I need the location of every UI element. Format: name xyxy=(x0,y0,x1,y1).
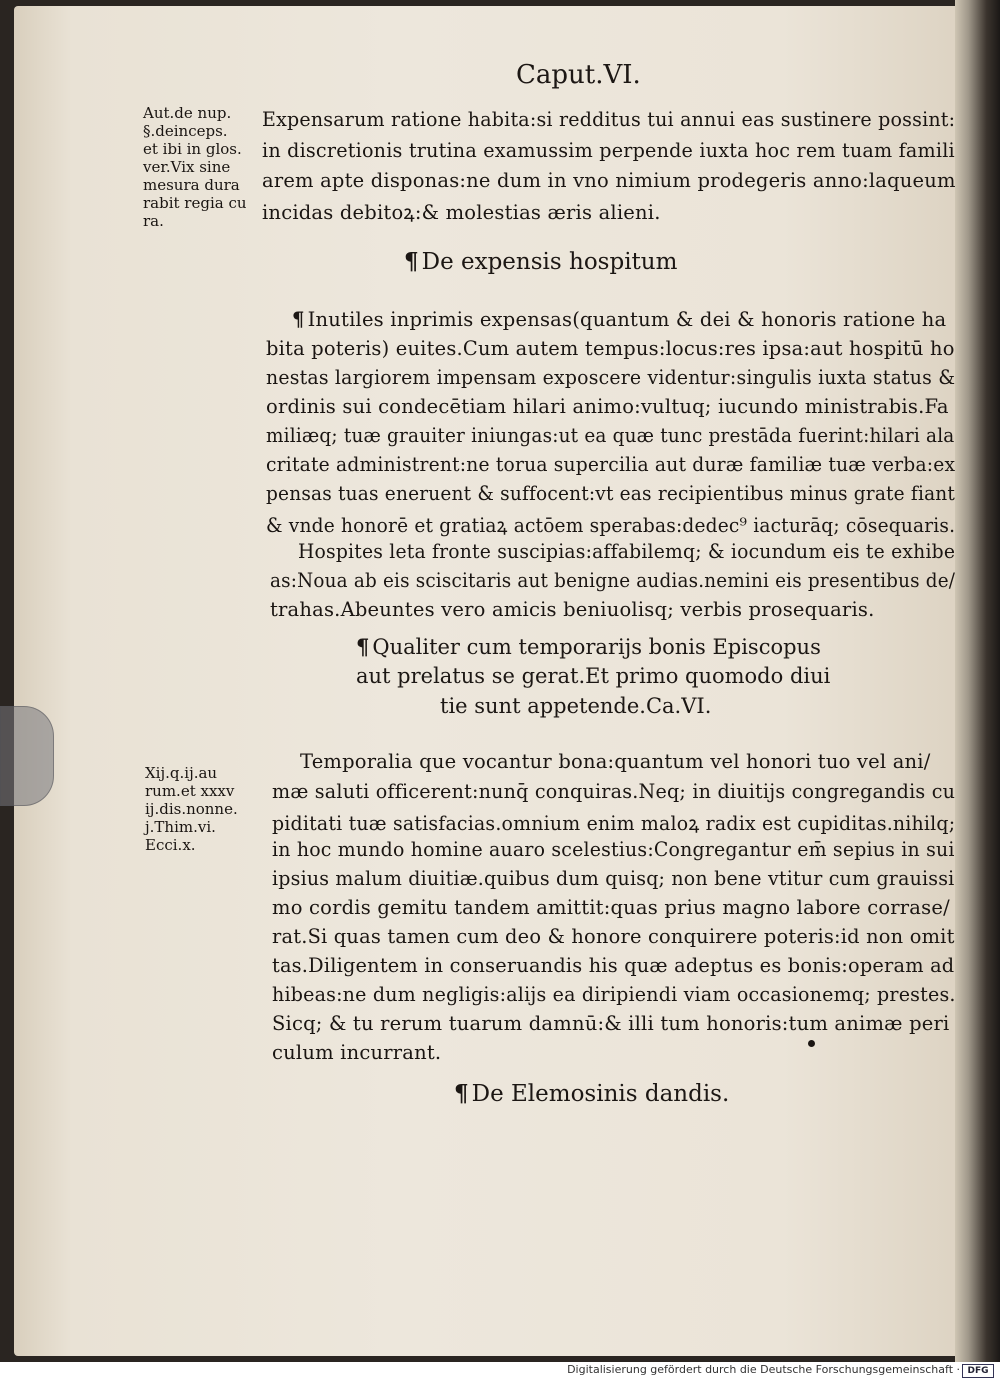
margin-line: Ecci.x. xyxy=(145,836,196,854)
text-line: arem apte disponas:ne dum in vno nimium prodegeris anno:laqueum xyxy=(262,169,956,192)
text-line: in hoc mundo homine auaro scelestius:Congregantur em̄ sepius in sui xyxy=(272,838,955,861)
text-line: tas.Diligentem in conseruandis his quæ adeptus es bonis:operam ad xyxy=(272,954,955,977)
text-line: pensas tuas eneruent & suffocent:vt eas recipientibus minus grate fiant xyxy=(266,482,956,505)
text-line: miliæq; tuæ grauiter iniungas:ut ea quæ tunc prestāda fuerint:hilari ala xyxy=(266,424,955,447)
text-line: Sicq; & tu rerum tuarum damnū:& illi tum honoris:tum animæ peri xyxy=(272,1012,950,1035)
text-line: bita poteris) euites.Cum autem tempus:locus:res ipsa:aut hospitū ho xyxy=(266,337,955,360)
page-clip xyxy=(0,706,54,806)
text-line: incidas debitoꝝ:& molestias æris alieni. xyxy=(262,201,661,224)
text-line: & vnde honorē et gratiaꝝ actōem sperabas:dedec⁹ iacturāq; cōsequaris. xyxy=(266,514,956,537)
digitization-footer xyxy=(0,1362,1000,1379)
footer-credit: Digitalisierung gefördert durch die Deutsche Forschungsgemeinschaft · xyxy=(567,1363,960,1376)
text-line: ipsius malum diuitiæ.quibus dum quisq; non bene vtitur cum grauissi xyxy=(272,867,955,890)
margin-line: Xij.q.ij.au xyxy=(145,764,218,782)
text-line: hibeas:ne dum negligis:alijs ea diripiendi viam occasionemq; prestes. xyxy=(272,983,956,1006)
margin-note-1 xyxy=(143,104,247,230)
text-line: rat.Si quas tamen cum deo & honore conquirere poteris:id non omit xyxy=(272,925,955,948)
text-line: mo cordis gemitu tandem amittit:quas prius magno labore corrase/ xyxy=(272,896,950,919)
margin-line: ra. xyxy=(143,212,164,230)
text-line: culum incurrant. xyxy=(272,1041,442,1064)
margin-line: ij.dis.nonne. xyxy=(145,800,238,818)
margin-line: rabit regia cu xyxy=(143,194,247,212)
running-head: Caput.VI. xyxy=(516,60,641,90)
pilcrow-icon: ¶ xyxy=(454,1080,469,1107)
pilcrow-icon: ¶ xyxy=(356,634,370,659)
dfg-logo-icon: DFG xyxy=(962,1364,994,1378)
margin-line: Aut.de nup. xyxy=(143,104,232,122)
heading-line: aut prelatus se gerat.Et primo quomodo diui xyxy=(356,664,831,688)
text-line: in discretionis trutina examussim perpende iuxta hoc rem tuam famili xyxy=(262,139,955,162)
section-heading-expensis-hospitum xyxy=(404,248,677,275)
page-edge xyxy=(955,0,1000,1362)
margin-line: rum.et xxxv xyxy=(145,782,235,800)
heading-text: De expensis hospitum xyxy=(421,249,678,275)
heading-line xyxy=(356,634,821,659)
text-line: ordinis sui condecētiam hilari animo:vultuq; iucundo ministrabis.Fa xyxy=(266,395,949,418)
text-line: critate administrent:ne torua supercilia aut duræ familiæ tuæ verba:ex xyxy=(266,453,956,476)
text-line: Expensarum ratione habita:si redditus tui annui eas sustinere possint: xyxy=(262,108,956,131)
text-line: piditati tuæ satisfacias.omnium enim maloꝝ radix est cupiditas.nihilq; xyxy=(272,812,956,835)
text-line: as:Noua ab eis sciscitaris aut benigne audias.nemini eis presentibus de/ xyxy=(270,569,956,592)
ink-dot xyxy=(808,1040,815,1047)
pilcrow-icon: ¶ xyxy=(404,248,419,275)
heading-text: Qualiter cum temporarijs bonis Episcopus xyxy=(372,635,821,659)
margin-line: et ibi in glos. xyxy=(143,140,242,158)
margin-note-2 xyxy=(145,764,238,854)
text-line: nestas largiorem impensam exposcere videntur:singulis iuxta status & xyxy=(266,366,956,389)
text-line xyxy=(292,308,946,331)
text-line: trahas.Abeuntes vero amicis beniuolisq; verbis prosequaris. xyxy=(270,598,875,621)
margin-line: mesura dura xyxy=(143,176,240,194)
pilcrow-icon: ¶ xyxy=(292,308,305,331)
heading-line: tie sunt appetende.Ca.VI. xyxy=(440,694,712,718)
margin-line: §.deinceps. xyxy=(143,122,228,140)
margin-line: ver.Vix sine xyxy=(143,158,231,176)
text-line: mæ saluti officerent:nunq̄ conquiras.Neq; in diuitijs congregandis cu xyxy=(272,780,956,803)
text-line: Temporalia que vocantur bona:quantum vel honori tuo vel ani/ xyxy=(300,750,931,773)
heading-text: De Elemosinis dandis. xyxy=(471,1081,730,1107)
margin-line: j.Thim.vi. xyxy=(145,818,216,836)
text-line-content: Inutiles inprimis expensas(quantum & dei & honoris ratione ha xyxy=(307,308,947,331)
text-line: Hospites leta fronte suscipias:affabilemq; & iocundum eis te exhibe xyxy=(298,540,956,563)
section-heading-elemosinis xyxy=(454,1080,729,1107)
